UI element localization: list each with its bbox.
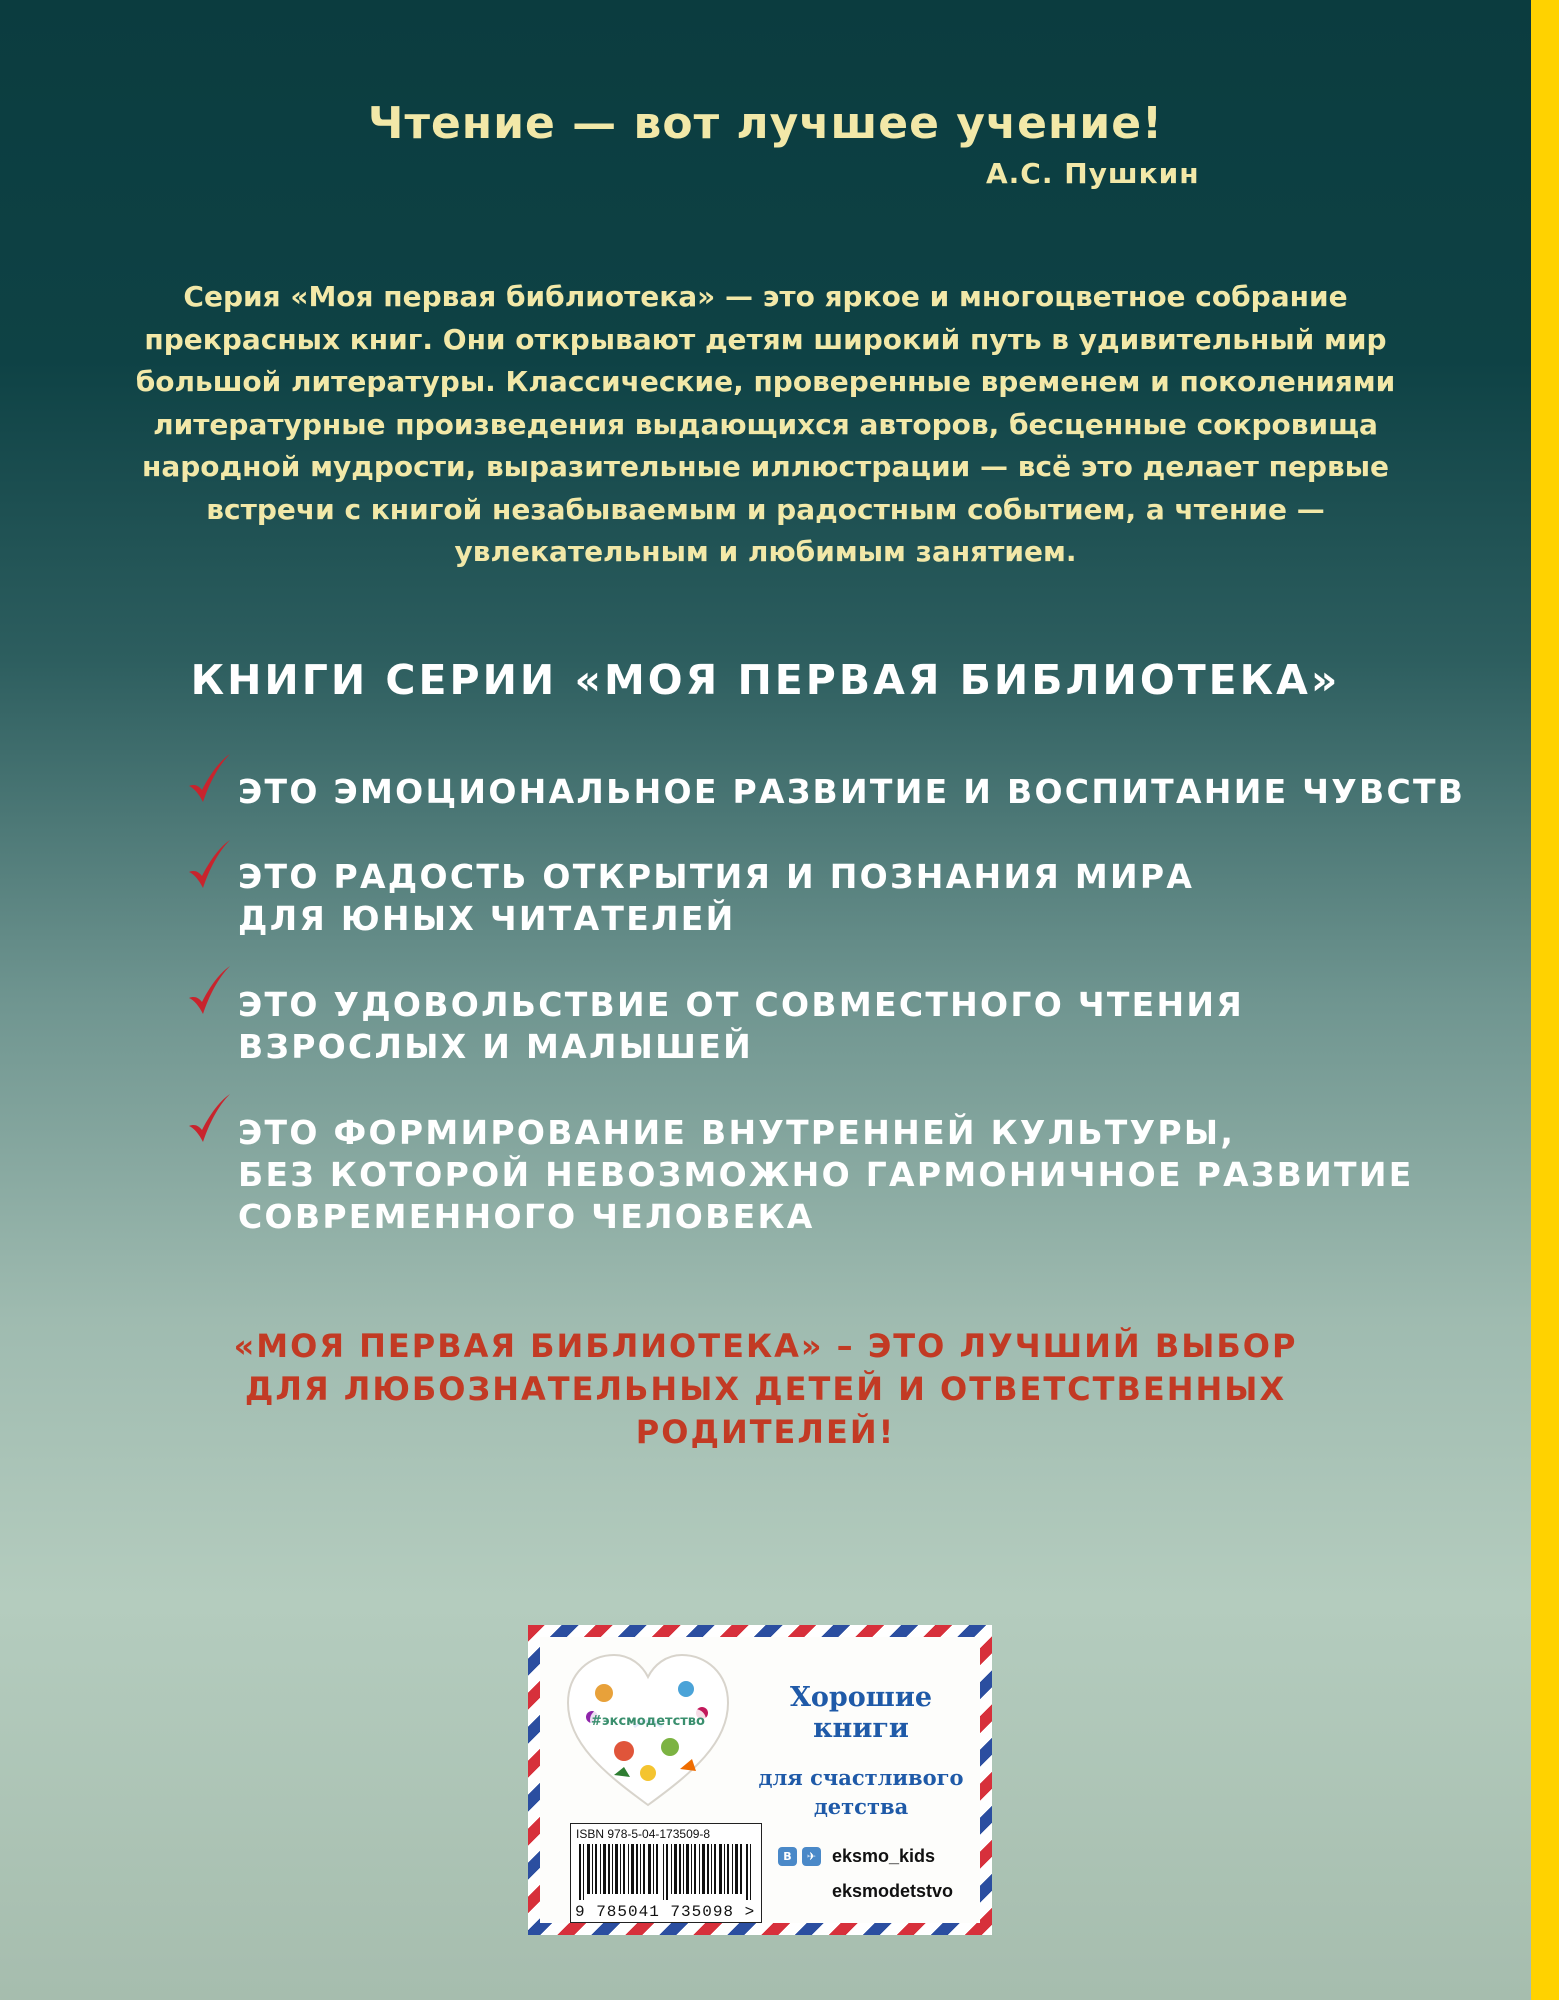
social-handle-detstvo: eksmodetstvo <box>832 1881 954 1901</box>
benefit-item: ЭТО ФОРМИРОВАНИЕ ВНУТРЕННЕЙ КУЛЬТУРЫ, БЕЗ КОТОРОЙ НЕВОЗМОЖНО ГАРМОНИЧНОЕ РАЗВИТИЕ СОВРЕМЕННОГО ЧЕЛОВЕКА <box>238 1113 1414 1236</box>
closing-statement: «МОЯ ПЕРВАЯ БИБЛИОТЕКА» – ЭТО ЛУЧШИЙ ВЫБОР ДЛЯ ЛЮБОЗНАТЕЛЬНЫХ ДЕТЕЙ И ОТВЕТСТВЕННЫХ РОДИТЕЛЕЙ! <box>233 1327 1298 1451</box>
slogan <box>756 1663 966 1840</box>
vk-icon[interactable]: В <box>778 1847 797 1866</box>
hashtag-text: #эксмодетство <box>591 1714 705 1729</box>
ean-number: 9 785041 735098 > <box>575 1903 756 1921</box>
series-heading: КНИГИ СЕРИИ «МОЯ ПЕРВАЯ БИБЛИОТЕКА» <box>190 656 1341 704</box>
social-handle-kids: eksmo_kids <box>832 1846 936 1866</box>
benefit-item: ЭТО ЭМОЦИОНАЛЬНОЕ РАЗВИТИЕ И ВОСПИТАНИЕ ЧУВСТВ <box>238 772 1466 811</box>
epigraph-quote: Чтение — вот лучшее учение! <box>367 98 1164 149</box>
sticker-body <box>540 1637 980 1923</box>
publisher-sticker <box>528 1625 992 1935</box>
benefit-item: ЭТО РАДОСТЬ ОТКРЫТИЯ И ПОЗНАНИЯ МИРА ДЛЯ ЮНЫХ ЧИТАТЕЛЕЙ <box>238 857 1195 938</box>
slogan-main: Хорошие книги <box>789 1682 933 1744</box>
benefit-item: ЭТО УДОВОЛЬСТВИЕ ОТ СОВМЕСТНОГО ЧТЕНИЯ ВЗРОСЛЫХ И МАЛЫШЕЙ <box>238 985 1245 1066</box>
spine-strip <box>1531 0 1559 2000</box>
barcode-icon <box>577 1844 755 1900</box>
isbn-number: ISBN 978-5-04-173509-8 <box>576 1827 711 1841</box>
checkmark-icon <box>186 752 232 810</box>
epigraph-author: А.С. Пушкин <box>986 157 1200 190</box>
slogan-sub: для счастливого детства <box>758 1765 964 1819</box>
series-description: Серия «Моя первая библиотека» — это яркое и многоцветное собрание прекрасных книг. Они открывают детям широкий путь в удивительный мир большой литературы. Классические, проверенные временем и поколениями литературные произведения выдающихся авторов, бесценные сокровища народной мудрости, выразительные иллюстрации — всё это делает первые встречи с книгой незабываемым и радостным событием, а чтение — увлекательным и любимым занятием. <box>135 280 1396 568</box>
barcode-panel <box>570 1823 762 1923</box>
telegram-icon[interactable]: ✈ <box>802 1847 821 1866</box>
heart-logo-icon <box>564 1651 732 1811</box>
checkmark-icon <box>186 838 232 896</box>
checkmark-icon <box>186 1092 232 1150</box>
checkmark-icon <box>186 964 232 1022</box>
